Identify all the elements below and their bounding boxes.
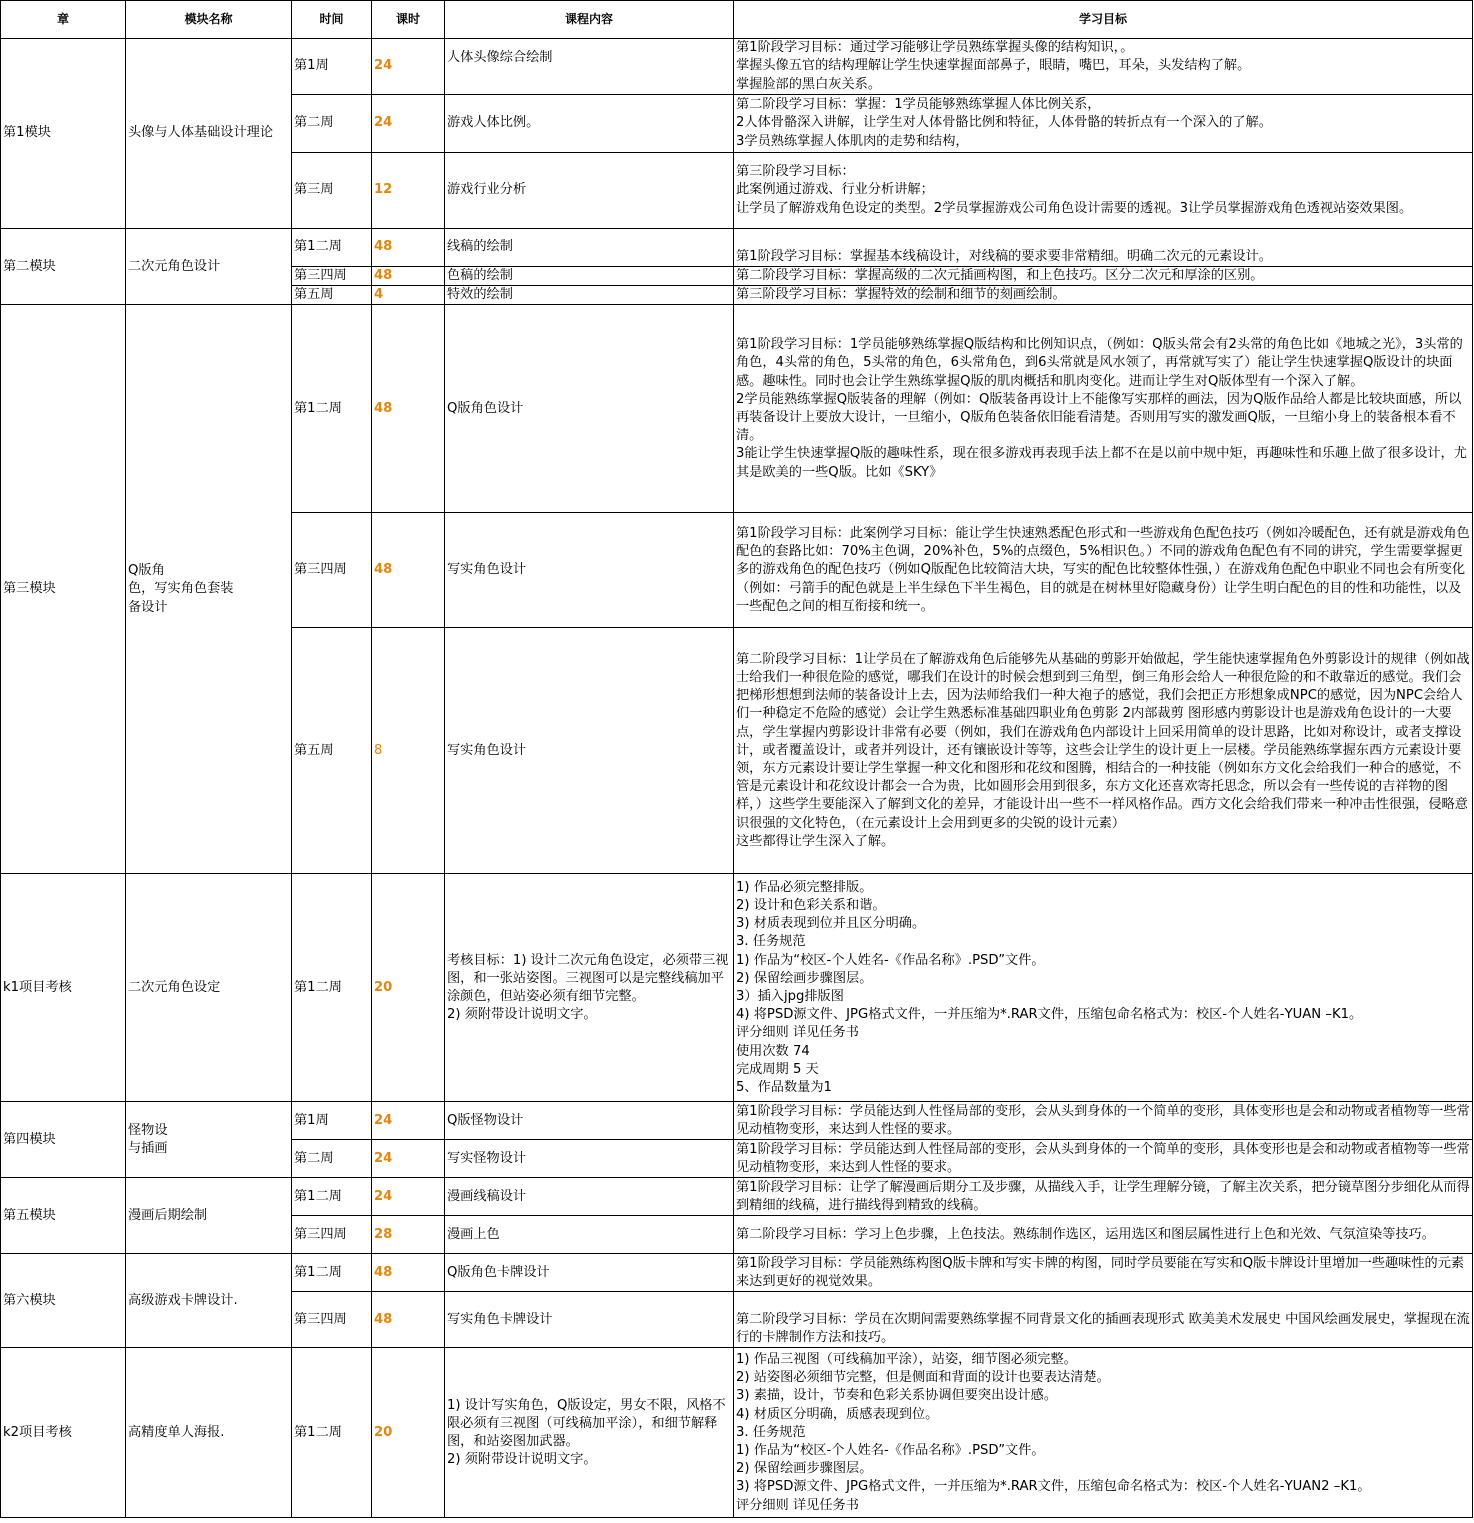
content-cell: 1) 设计写实角色，Q版设定，男女不限，风格不限必须有三视图（可线稿加平涂），和细节解释图，和站姿图加武器。 2) 须附带设计说明文字。 [445,1348,734,1518]
time-cell: 第三四周 [292,1292,372,1348]
goal-cell: 第三阶段学习目标：掌握特效的绘制和细节的刻画绘制。 [734,286,1473,305]
chapter-cell: 第四模块 [1,1102,126,1178]
hours-cell: 24 [372,95,445,153]
goal-cell: 第1阶段学习目标：此案例学习目标：能让学生快速熟悉配色形式和一些游戏角色配色技巧（例如冷暖配色，还有就是游戏角色配色的套路比如：70%主色调，20%补色，5%的点缀色，5%相识色。）不同的游戏角色配色有不同的讲究，学生需要掌握更多的游戏角色的配色技巧（例如Q版配色比较简洁大块，写实的配色比较整体性强，）在游戏角色配色中职业不同也会有所变化（例如：弓箭手的配色就是上半生绿色下半生褐色，目的就是在树林里好隐藏身份）让学生明白配色的目的性和功能性，以及一些配色之间的相互衔接和统一。 [734,513,1473,628]
module-cell: 二次元角色设定 [126,874,292,1102]
goal-cell: 第1阶段学习目标：掌握基本线稿设计，对线稿的要求要非常精细。明确二次元的元素设计。 [734,229,1473,267]
hours-cell: 28 [372,1216,445,1254]
chapter-cell: 第五模块 [1,1178,126,1254]
module-cell: 漫画后期绘制 [126,1178,292,1254]
header-row [1,1,1473,39]
content-cell: 写实怪物设计 [445,1140,734,1178]
time-cell: 第三四周 [292,267,372,286]
table-row [1,229,1473,267]
goal-cell: 第三阶段学习目标： 此案例通过游戏、行业分析讲解； 让学员了解游戏角色设定的类型。2学员掌握游戏公司角色设计需要的透视。3让学员掌握游戏角色透视站姿效果图。 [734,153,1473,229]
header-time: 时间 [292,1,372,39]
time-cell: 第三周 [292,153,372,229]
goal-cell: 第二阶段学习目标：1让学员在了解游戏角色后能够先从基础的剪影开始做起，学生能快速掌握角色外剪影设计的规律（例如战士给我们一种很危险的感觉，哪我们在设计的时候会想到到三角型，倒三角形会给人一种很危险的和不敢靠近的感觉。我们会把梯形想想到法师的装备设计上去，因为法师给我们一种大袍子的感觉，我们会把正方形想象成NPC的感觉，因为NPC会给人们一种稳定不危险的感觉）会让学生熟悉标准基础四职业角色剪影 2内部裁剪 图形感内剪影设计也是游戏角色设计的一大要点，学生掌握内剪影设计非常有必要（例如，我们在游戏角色内部设计上回采用简单的设计思路，比如对称设计，或者支撑设计，或者覆盖设计，或者并列设计，还有镶嵌设计等等，这些会让学生的设计更上一层楼。学员能熟练掌握东西方元素设计要领，东方元素设计要让学生掌握一种文化和图形和花纹和图腾，相结合的一种技能（例如东方文化会给我们一种合的感觉，不管是元素设计和花纹设计都会一合为贵，比如圆形会用到很多，东方文化还喜欢寄托思念，所以会有一些传说的吉祥物的图样，）这些学生要能深入了解到文化的差异，才能设计出一些不一样风格作品。西方文化会给我们带来一种冲击性很强，侵略意识很强的文化特色，（在元素设计上会用到更多的尖锐的设计元素） 这些都得让学生深入了解。 [734,628,1473,874]
goal-cell: 第二阶段学习目标：学员在次期间需要熟练掌握不同背景文化的插画表现形式 欧美美术发展史 中国风绘画发展史，掌握现在流行的卡牌制作方法和技巧。 [734,1292,1473,1348]
time-cell: 第1周 [292,39,372,95]
header-chapter: 章 [1,1,126,39]
hours-cell: 48 [372,305,445,513]
table-row [1,39,1473,95]
content-cell: 漫画线稿设计 [445,1178,734,1216]
chapter-cell: 第二模块 [1,229,126,305]
goal-cell: 第1阶段学习目标：学员能熟练构图Q版卡牌和写实卡牌的构图，同时学员要能在写实和Q版卡牌设计里增加一些趣味性的元素来达到更好的视觉效果。 [734,1254,1473,1292]
module-cell: 高精度单人海报. [126,1348,292,1518]
hours-cell: 48 [372,229,445,267]
chapter-cell: k2项目考核 [1,1348,126,1518]
time-cell: 第二周 [292,95,372,153]
goal-cell: 第1阶段学习目标：1学员能够熟练掌握Q版结构和比例知识点，（例如：Q版头常会有2头常的角色比如《地城之光》，3头常的角色，4头常的角色，5头常的角色，6头常角色，到6头常就是风水领了，再常就写实了）能让学生快速掌握Q版设计的块面感。趣味性。同时也会让学生熟练掌握Q版的肌肉概括和肌肉变化。进而让学生对Q版体型有一个深入了解。 2学员能熟练掌握Q版装备的理解（例如：Q版装备再设计上不能像写实那样的画法，因为Q版作品给人都是比较块面感，所以再装备设计上要放大设计，一旦缩小，Q版角色装备依旧能看清楚。否则用写实的激发画Q版，一旦缩小身上的装备根本看不清。 3能让学生快速掌握Q版的趣味性系，现在很多游戏再表现手法上都不在是以前中规中矩，再趣味性和乐趣上做了很多设计，尤其是欧美的一些Q版。比如《SKY》 [734,305,1473,513]
content-cell: 漫画上色 [445,1216,734,1254]
module-cell: 二次元角色设计 [126,229,292,305]
content-cell: 人体头像综合绘制 [445,39,734,95]
hours-cell: 24 [372,1178,445,1216]
goal-cell: 第1阶段学习目标：学员能达到人性怪局部的变形，会从头到身体的一个简单的变形，具体变形也是会和动物或者植物等一些常见动植物变形，来达到人性怪的要求。 [734,1140,1473,1178]
content-cell: 特效的绘制 [445,286,734,305]
chapter-cell: 第六模块 [1,1254,126,1348]
goal-cell: 第二阶段学习目标：掌握高级的二次元插画构图，和上色技巧。区分二次元和厚涂的区别。 [734,267,1473,286]
hours-cell: 48 [372,513,445,628]
hours-cell: 24 [372,39,445,95]
content-cell: Q版怪物设计 [445,1102,734,1140]
header-goal: 学习目标 [734,1,1473,39]
content-cell: 写实角色卡牌设计 [445,1292,734,1348]
table-row [1,1102,1473,1140]
goal-cell: 1) 作品三视图（可线稿加平涂），站姿，细节图必须完整。 2) 站姿图必须细节完整，但是侧面和背面的设计也要表达清楚。 3) 素描，设计，节奏和色彩关系协调但要突出设计感。 4) 材质区分明确，质感表现到位。 3. 任务规范 1) 作品为“校区-个人姓名-《作品名称》.PSD”文件。 2) 保留绘画步骤图层。 3) 将PSD源文件、JPG格式文件，一并压缩为*.RAR文件，压缩包命名格式为：校区-个人姓名-YUAN2 –K1。 评分细则 详见任务书 [734,1348,1473,1518]
content-cell: 线稿的绘制 [445,229,734,267]
table-row [1,1178,1473,1216]
goal-cell: 第1阶段学习目标：学员能达到人性怪局部的变形，会从头到身体的一个简单的变形，具体变形也是会和动物或者植物等一些常见动植物变形，来达到人性怪的要求。 [734,1102,1473,1140]
content-cell: 色稿的绘制 [445,267,734,286]
time-cell: 第1二周 [292,305,372,513]
content-cell: Q版角色设计 [445,305,734,513]
content-cell: 游戏行业分析 [445,153,734,229]
content-cell: 考核目标：1) 设计二次元角色设定，必须带三视图，和一张站姿图。三视图可以是完整线稿加平涂颜色，但站姿必须有细节完整。 2) 须附带设计说明文字。 [445,874,734,1102]
module-cell: Q版角 色，写实角色套装 备设计 [126,305,292,874]
chapter-cell: k1项目考核 [1,874,126,1102]
goal-cell: 第1阶段学习目标：让学了解漫画后期分工及步骤，从描线入手，让学生理解分镜，了解主次关系，把分镜草图分步细化从而得到精细的线稿，进行描线得到精致的线稿。 [734,1178,1473,1216]
time-cell: 第1周 [292,1102,372,1140]
content-cell: 游戏人体比例。 [445,95,734,153]
time-cell: 第三四周 [292,513,372,628]
header-module: 模块名称 [126,1,292,39]
time-cell: 第1二周 [292,1254,372,1292]
hours-cell: 20 [372,1348,445,1518]
hours-cell: 12 [372,153,445,229]
hours-cell: 20 [372,874,445,1102]
hours-cell: 24 [372,1140,445,1178]
goal-cell: 1) 作品必须完整排版。 2) 设计和色彩关系和谐。 3) 材质表现到位并且区分明确。 3. 任务规范 1) 作品为“校区-个人姓名-《作品名称》.PSD”文件。 2) 保留绘画步骤图层。 3）插入jpg排版图 4) 将PSD源文件、JPG格式文件，一并压缩为*.RAR文件，压缩包命名格式为：校区-个人姓名-YUAN –K1。 评分细则 详见任务书 使用次数 74 完成周期 5 天 5、作品数量为1 [734,874,1473,1102]
table-row [1,1254,1473,1292]
module-cell: 头像与人体基础设计理论 [126,39,292,229]
time-cell: 第三四周 [292,1216,372,1254]
time-cell: 第五周 [292,286,372,305]
goal-cell: 第二阶段学习目标：学习上色步骤，上色技法。熟练制作选区，运用选区和图层属性进行上色和光效、气氛渲染等技巧。 [734,1216,1473,1254]
content-cell: Q版角色卡牌设计 [445,1254,734,1292]
goal-cell: 第1阶段学习目标：通过学习能够让学员熟练掌握头像的结构知识，。 掌握头像五官的结构理解让学生快速掌握面部鼻子，眼睛，嘴巴，耳朵，头发结构了解。 掌握脸部的黑白灰关系。 [734,39,1473,95]
hours-cell: 8 [372,628,445,874]
hours-cell: 4 [372,286,445,305]
header-hours: 课时 [372,1,445,39]
time-cell: 第1二周 [292,874,372,1102]
chapter-cell: 第1模块 [1,39,126,229]
chapter-cell: 第三模块 [1,305,126,874]
hours-cell: 48 [372,1292,445,1348]
goal-cell: 第二阶段学习目标：掌握：1学员能够熟练掌握人体比例关系， 2人体骨骼深入讲解，让学生对人体骨骼比例和特征，人体骨骼的转折点有一个深入的了解。 3学员熟练掌握人体肌肉的走势和结构， [734,95,1473,153]
hours-cell: 24 [372,1102,445,1140]
content-cell: 写实角色设计 [445,513,734,628]
table-row [1,305,1473,513]
time-cell: 第五周 [292,628,372,874]
time-cell: 第二周 [292,1140,372,1178]
table-row [1,874,1473,1102]
hours-cell: 48 [372,267,445,286]
time-cell: 第1二周 [292,229,372,267]
content-cell: 写实角色设计 [445,628,734,874]
time-cell: 第1二周 [292,1348,372,1518]
module-cell: 怪物设 与插画 [126,1102,292,1178]
module-cell: 高级游戏卡牌设计. [126,1254,292,1348]
header-content: 课程内容 [445,1,734,39]
table-row [1,1348,1473,1518]
time-cell: 第1二周 [292,1178,372,1216]
hours-cell: 48 [372,1254,445,1292]
